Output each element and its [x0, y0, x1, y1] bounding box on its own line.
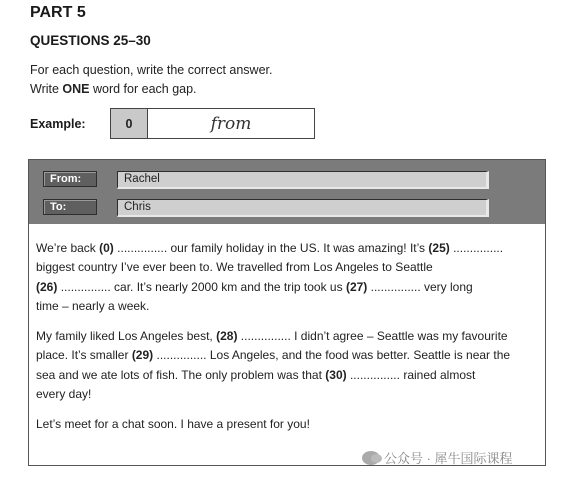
- part-title: PART 5: [30, 4, 86, 21]
- example-number: 0: [110, 108, 148, 139]
- text: rained almost: [399, 367, 476, 382]
- gap-dots: ...............: [453, 241, 504, 255]
- instruction-emphasis: ONE: [62, 82, 90, 96]
- gap-number-27: (27): [345, 279, 368, 294]
- gap-dots: ...............: [240, 329, 291, 344]
- email-paragraph-2: [36, 327, 541, 404]
- instruction-line-1: For each question, write the correct answer.: [30, 63, 273, 77]
- text: every day!: [36, 387, 92, 402]
- example-answer: from: [147, 108, 315, 139]
- example-label: Example:: [30, 117, 86, 131]
- text: our family holiday in the US. It was amazing! It’s: [167, 241, 429, 255]
- text: We’re back: [36, 241, 100, 255]
- text: I didn’t agree – Seattle was my favourite: [290, 329, 508, 344]
- email-header: [29, 160, 545, 224]
- email-body: [36, 239, 541, 446]
- watermark-text: 公众号 · 犀牛国际课程: [384, 451, 513, 466]
- gap-number-26: (26): [36, 279, 58, 294]
- watermark: [362, 448, 513, 467]
- gap-dots: ...............: [60, 279, 111, 294]
- questions-title: QUESTIONS 25–30: [30, 33, 151, 48]
- instruction-prefix: Write: [30, 82, 63, 96]
- gap-dots: ...............: [117, 241, 168, 255]
- gap-dots: ...............: [349, 367, 400, 382]
- gap-number-0: (0): [99, 241, 114, 255]
- text: My family liked Los Angeles best,: [36, 329, 217, 344]
- email-panel: [28, 159, 546, 466]
- email-paragraph-1: [36, 239, 541, 316]
- text: car. It’s nearly 2000 km and the trip took us: [110, 279, 346, 294]
- text: Los Angeles, and the food was better. Seattle is near the: [206, 348, 511, 363]
- from-label: From:: [43, 171, 97, 187]
- to-value: Chris: [117, 199, 489, 217]
- instruction-line-2: [30, 82, 197, 96]
- instruction-suffix: word for each gap.: [89, 82, 197, 96]
- text: time – nearly a week.: [36, 298, 150, 313]
- text: sea and we ate lots of fish. The only problem was that: [36, 367, 326, 382]
- gap-number-25: (25): [428, 241, 450, 255]
- from-value: Rachel: [117, 171, 489, 189]
- gap-number-30: (30): [325, 367, 347, 382]
- gap-dots: ...............: [370, 279, 421, 294]
- wechat-icon: [362, 451, 380, 465]
- gap-dots: ...............: [156, 348, 207, 363]
- email-paragraph-3: Let’s meet for a chat soon. I have a present for you!: [36, 417, 310, 432]
- text: very long: [420, 279, 473, 294]
- text: biggest country I’ve ever been to. We travelled from Los Angeles to Seattle: [36, 260, 433, 275]
- to-label: To:: [43, 199, 97, 215]
- gap-number-29: (29): [131, 348, 154, 363]
- text: place. It’s smaller: [36, 348, 132, 363]
- gap-number-28: (28): [216, 329, 238, 344]
